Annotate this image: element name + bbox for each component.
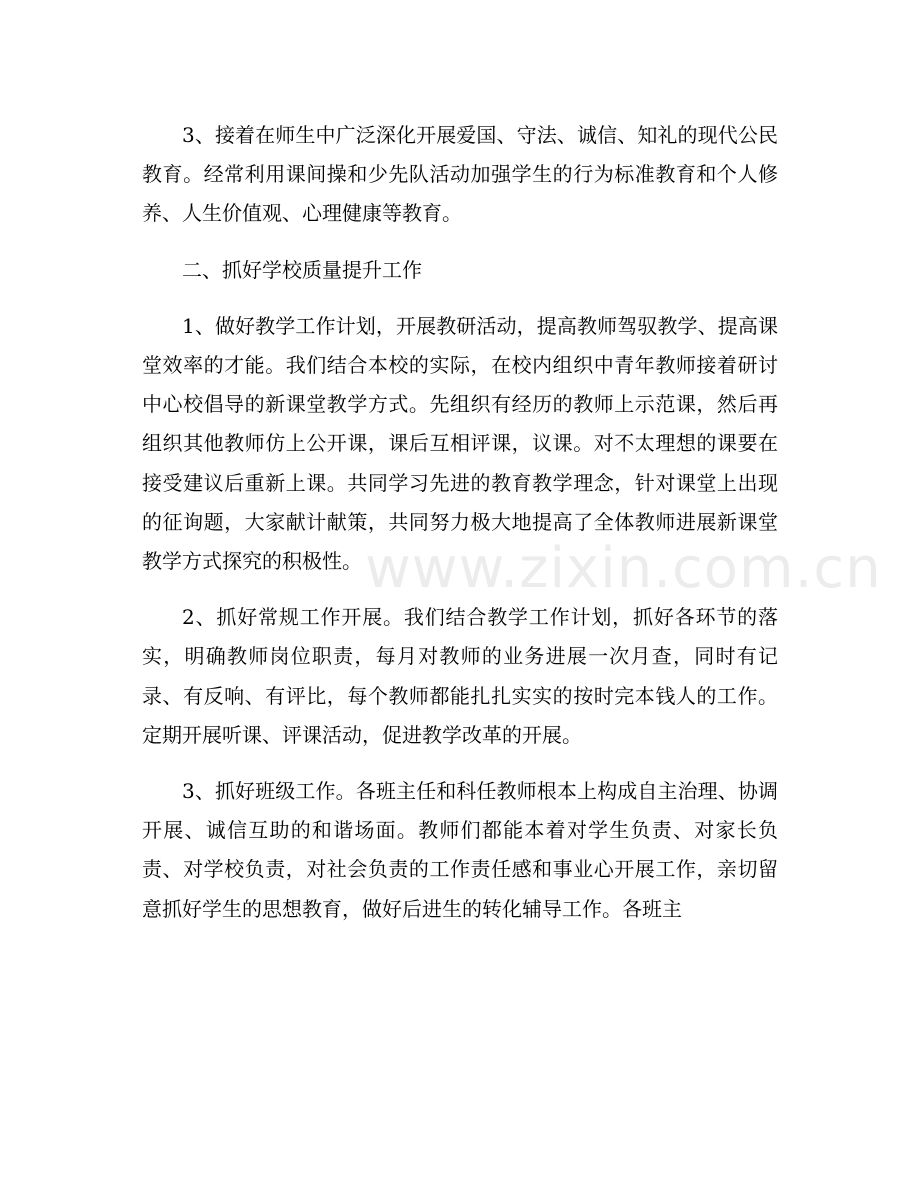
document-body	[142, 116, 778, 929]
section-heading-quality: 二、抓好学校质量提升工作	[182, 257, 422, 282]
watermark: www.zixin.com.cn	[365, 536, 882, 601]
paragraph-routine-work: 2、抓好常规工作开展。我们结合教学工作计划，抓好各环节的落实，明确教师岗位职责，每月对教师的业务进展一次月查，同时有记录、有反响、有评比，每个教师都能扎扎实实的按时完本钱人的工作。定期开展听课、评课活动，促进教学改革的开展。	[142, 605, 778, 747]
paragraph-civic-education: 3、接着在师生中广泛深化开展爱国、守法、诚信、知礼的现代公民教育。经常利用课间操和少先队活动加强学生的行为标准教育和个人修养、人生价值观、心理健康等教育。	[142, 123, 778, 226]
paragraph-teaching-plan: 1、做好教学工作计划，开展教研活动，提高教师驾驭教学、提高课堂效率的才能。我们结合本校的实际，在校内组织中青年教师接着研讨中心校倡导的新课堂教学方式。先组织有经历的教师上示范课，然后再组织其他教师仿上公开课，课后互相评课，议课。对不太理想的课要在接受建议后重新上课。共同学习先进的教育教学理念，针对课堂上出现的征询题，大家献计献策，共同努力极大地提高了全体教师进展新课堂教学方式探究的积极性。	[142, 313, 778, 574]
paragraph-class-work: 3、抓好班级工作。各班主任和科任教师根本上构成自主治理、协调开展、诚信互助的和谐场面。教师们都能本着对学生负责、对家长负责、对学校负责，对社会负责的工作责任感和事业心开展工作，亲切留意抓好学生的思想教育，做好后进生的转化辅导工作。各班主	[142, 779, 778, 921]
